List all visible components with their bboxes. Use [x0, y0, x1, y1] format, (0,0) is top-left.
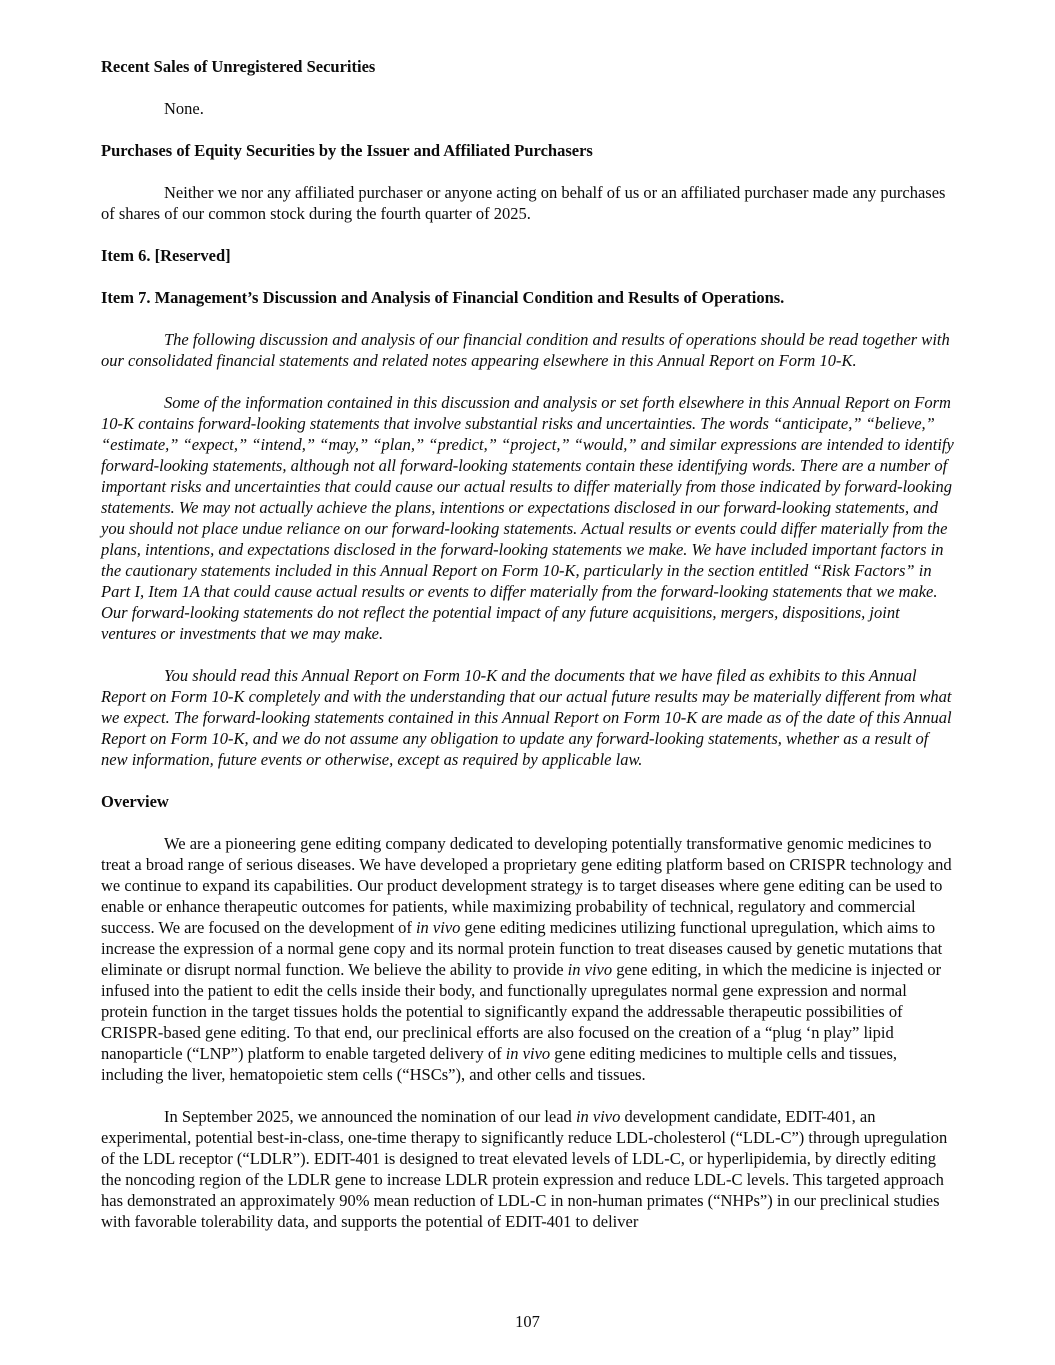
- recent-sales-paragraph: None.: [164, 99, 204, 118]
- recent-sales-heading: Recent Sales of Unregistered Securities: [101, 57, 376, 76]
- purchases-equity-paragraph: Neither we nor any affiliated purchaser or anyone acting on behalf of us or an affiliated purchaser made any purchases of shares of our common stock during the fourth quarter of 2025.: [101, 183, 946, 223]
- document-content: [101, 56, 954, 1232]
- purchases-equity-heading: Purchases of Equity Securities by the Issuer and Affiliated Purchasers: [101, 141, 593, 160]
- mdna-intro-paragraph: The following discussion and analysis of our financial condition and results of operations should be read together with our consolidated financial statements and related notes appearing elsewhere in this Annual Report on Form 10-K.: [101, 330, 950, 370]
- read-annual-report-paragraph: You should read this Annual Report on Form 10-K and the documents that we have filed as exhibits to this Annual Report on Form 10-K completely and with the understanding that our actual future results may be materially different from what we expect. The forward-looking statements contained in this Annual Report on Form 10-K are made as of the date of this Annual Report on Form 10-K, and we do not assume any obligation to update any forward-looking statements, whether as a result of new information, future events or otherwise, except as required by applicable law.: [101, 666, 952, 769]
- page-number: 107: [515, 1312, 540, 1331]
- item-7-heading: Item 7. Management’s Discussion and Analysis of Financial Condition and Results of Operations.: [101, 288, 785, 307]
- edit-401-paragraph: In September 2025, we announced the nomination of our lead in vivo development candidate, EDIT-401, an experimental, potential best-in-class, one-time therapy to significantly reduce LDL-cholesterol (“LDL-C”) through upregulation of the LDL receptor (“LDLR”). EDIT-401 is designed to treat elevated levels of LDL-C, or hyperlipidemia, by directly editing the noncoding region of the LDLR gene to increase LDLR protein expression and reduce LDL-C levels. This targeted approach has demonstrated an approximately 90% mean reduction of LDL-C in non-human primates (“NHPs”) in our preclinical studies with favorable tolerability data, and supports the potential of EDIT-401 to deliver: [101, 1107, 948, 1231]
- item-6-heading: Item 6. [Reserved]: [101, 246, 231, 265]
- overview-paragraph: We are a pioneering gene editing company dedicated to developing potentially transformative genomic medicines to treat a broad range of serious diseases. We have developed a proprietary gene editing platform based on CRISPR technology and we continue to expand its capabilities. Our product development strategy is to target diseases where gene editing can be used to enable or enhance therapeutic outcomes for patients, while maximizing probability of technical, regulatory and commercial success. We are focused on the development of in vivo gene editing medicines utilizing functional upregulation, which aims to increase the expression of a normal gene copy and its normal protein function to treat diseases caused by genetic mutations that eliminate or disrupt normal function. We believe the ability to provide in vivo gene editing, in which the medicine is injected or infused into the patient to edit the cells inside their body, and functionally upregulates normal gene expression and normal protein function in the target tissues holds the potential to significantly expand the addressable therapeutic possibilities of CRISPR-based gene editing. To that end, our preclinical efforts are also focused on the creation of a “plug ‘n play” lipid nanoparticle (“LNP”) platform to enable targeted delivery of in vivo gene editing medicines to multiple cells and tissues, including the liver, hematopoietic stem cells (“HSCs”), and other cells and tissues.: [101, 834, 952, 1084]
- forward-looking-statements-paragraph: Some of the information contained in this discussion and analysis or set forth elsewhere in this Annual Report on Form 10-K contains forward-looking statements that involve substantial risks and uncertainties. The words “anticipate,” “believe,” “estimate,” “expect,” “intend,” “may,” “plan,” “predict,” “project,” “would,” and similar expressions are intended to identify forward-looking statements, although not all forward-looking statements contain these identifying words. There are a number of important risks and uncertainties that could cause our actual results to differ materially from those indicated by forward-looking statements. We may not actually achieve the plans, intentions or expectations disclosed in our forward-looking statements, and you should not place undue reliance on our forward-looking statements. Actual results or events could differ materially from the plans, intentions, and expectations disclosed in the forward-looking statements we make. We have included important factors in the cautionary statements included in this Annual Report on Form 10-K, particularly in the section entitled “Risk Factors” in Part I, Item 1A that could cause actual results or events to differ materially from the forward-looking statements that we make. Our forward-looking statements do not reflect the potential impact of any future acquisitions, mergers, dispositions, joint ventures or investments that we may make.: [101, 393, 954, 643]
- overview-heading: Overview: [101, 792, 169, 811]
